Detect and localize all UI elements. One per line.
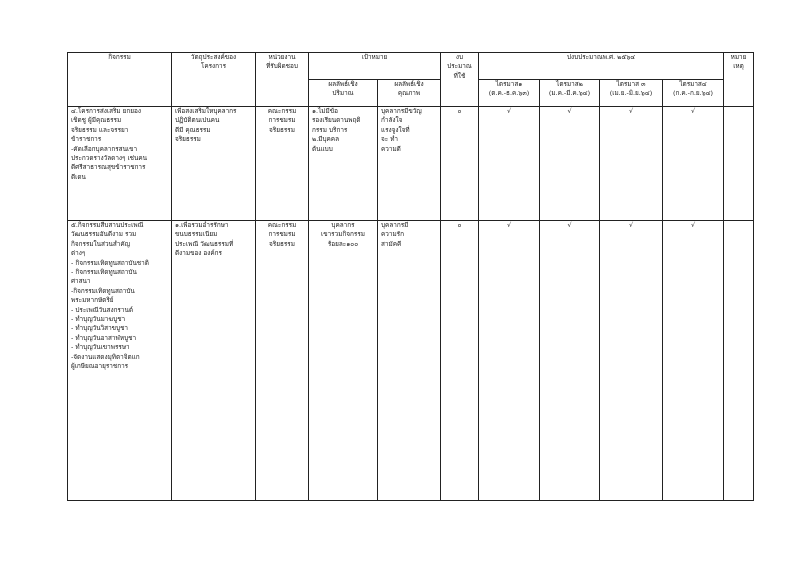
header-unit: หน่วยงาน ที่รับผิดชอบ xyxy=(256,53,309,107)
quarter-2-check: √ xyxy=(540,107,600,221)
quantitative-cell: บุคลากร เขารวมกิจกรรม ร้อยละ๑๐๐ xyxy=(309,221,378,501)
qualitative-cell: บุคลากรมี ความรัก สามัคคี xyxy=(378,221,441,501)
table-row xyxy=(68,107,754,221)
header-target-quantitative: ผลลัพธ์เชิง ปริมาณ xyxy=(309,80,378,107)
quarter-3-check: √ xyxy=(600,221,663,501)
quantitative-cell: ๑.ไม่มีข้อ รองเรียนดานพฤติ กรรม บริการ ๒.มีบุคคล ต้นแบบ xyxy=(309,107,378,221)
remarks-cell xyxy=(724,221,754,501)
quarter-1-check: √ xyxy=(479,221,540,501)
unit-cell: คณะกรรม การชมรม จริยธรรม xyxy=(256,107,309,221)
header-target-qualitative: ผลลัพธ์เชิง คุณภาพ xyxy=(378,80,441,107)
objective-cell: เพื่อสงเสริมใหบุคลากร ปฏิบัติตนเปนคน ดีมี คุณธรรม จริยธรรม xyxy=(172,107,256,221)
qualitative-cell: บุคลากรมีขวัญ กำลังใจ แรงจูงใจที่ จะ ทำ ความดี xyxy=(378,107,441,221)
quarter-4-check: √ xyxy=(663,107,724,221)
header-target: เป้าหมาย xyxy=(309,53,441,80)
project-plan-table xyxy=(67,52,754,501)
remarks-cell xyxy=(724,107,754,221)
quarter-4-check: √ xyxy=(663,221,724,501)
budget-cell: ๐ xyxy=(441,107,479,221)
header-remarks: หมาย เหตุ xyxy=(724,53,754,107)
activity-cell: ๔.โครการส่งเสริม ยกยอง เชิดชู ผู้มีคุณธรรม จริยธรรม และจรรยา ข้าราชการ -คัดเลือกบุคลากรสนเขา ประกวดรางวัลดางๆ เช่นคน ดีศรีสาธารณสุขข้าราชการ ดีเดน xyxy=(68,107,172,221)
quarter-3-check: √ xyxy=(600,107,663,221)
header-quarter-4: ไตรมาส๔ (ก.ค.-ก.ย.๖๔) xyxy=(663,80,724,107)
activity-cell: ๕.กิจกรรมสืบสานประเพณี วัฒนธรรมอันดีงาม รวม กิจกรรมในส่วนสำคัญ ต่างๆ - กิจกรรมเทิดทูนสถาบันชาติ - กิจกรรมเทิดทูนสถาบัน ศาสนา -กิจกรรมเทิดทูนสถาบัน พระมหากษัตริย์ - ประเพณีวันสงกรานต์ - ทำบุญวันมาฆบูชา - ทำบุญวันวิสาขบูชา - ทำบุญวันอาสาฬหบูชา - ทำบุญวันเขาพรรษา -จัดงานแสดงมุทิตาจิตแก ผู้เกษียณอายุราชการ xyxy=(68,221,172,501)
header-quarter-3: ไตรมาส ๓ (เม.ย.-มิ.ย.๖๔) xyxy=(600,80,663,107)
header-objective: วัตถุประสงค์ของ โครงการ xyxy=(172,53,256,107)
header-activity: กิจกรรม xyxy=(68,53,172,107)
header-row-1 xyxy=(68,53,754,80)
objective-cell: ๑.เพื่อรวมอำรรักษา ขนบธรรมเนียม ประเพณี วัฒนธรรมที่ ดีงามของ องค์กร xyxy=(172,221,256,501)
header-budget: งบ ประมาณ ที่ใช้ xyxy=(441,53,479,107)
header-quarter-2: ไตรมาส๒ (ม.ค.-มี.ค.๖๔) xyxy=(540,80,600,107)
unit-cell: คณะกรรม การชมรม จริยธรรม xyxy=(256,221,309,501)
budget-cell: ๐ xyxy=(441,221,479,501)
table-row xyxy=(68,221,754,501)
quarter-2-check: √ xyxy=(540,221,600,501)
quarter-1-check: √ xyxy=(479,107,540,221)
header-fiscal-year: ปงบประมาณพ.ศ. ๒๕๖๔ xyxy=(479,53,724,80)
header-quarter-1: ไตรมาส๑ (ต.ค.-ธ.ค.๖๓) xyxy=(479,80,540,107)
